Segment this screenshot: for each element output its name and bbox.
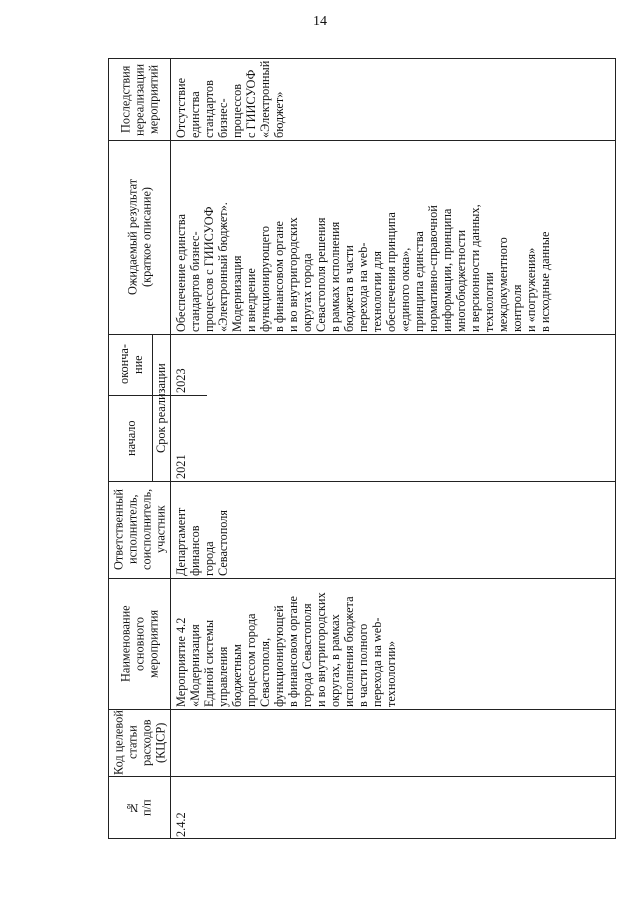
cell-result: Обеспечение единства стандартов бизнес- процессов с ГИИСУОФ «Электронный бюджет». Модернизация и внедрение функционирующего в финансовом органе и во внутригородских округах города Севастополя решения в рамках исполнения бюджета в части перехода на web- технологии для обеспечения принципа «единого окна», принципа единства нормативно-справочной информации, принципа многобюджетности и версионности данных, технологии междокументного контроля и «погружения» в исходные данные (174, 202, 552, 332)
header-executor: Ответственный исполнитель, соисполнитель, участник (111, 488, 168, 571)
divider-h-5 (109, 709, 615, 710)
header-name: Наименование основного мероприятия (118, 605, 161, 682)
header-result: Ожидаемый результат (краткое описание) (125, 178, 154, 296)
divider-v-header (170, 59, 171, 838)
header-kcsr: Код целевой статьи расходов (КЦСР) (111, 710, 168, 775)
divider-h-6 (109, 776, 615, 777)
rotated-table (108, 58, 616, 839)
divider-h-1 (109, 140, 615, 141)
cell-kcsr (174, 712, 194, 774)
divider-h-4 (109, 578, 615, 579)
cell-num: 2.4.2 (174, 812, 188, 837)
cell-consequences: Отсутствие единства стандартов бизнес- процессов с ГИИСУОФ «Электронный бюджет» (174, 60, 286, 138)
cell-executor: Департамент финансов города Севастополя (174, 507, 230, 576)
header-period: Срок реализации (154, 363, 168, 453)
divider-h-3 (109, 481, 615, 482)
cell-name: Мероприятие 4.2 «Модернизация Единой системы управления бюджетным процессом города Севастополя, функционирующей в финансовом органе города Севастополя и во внутригородских округах, в рамках исполнения бюджета в части полного перехода на web- технологии» (174, 592, 398, 707)
header-start: начало (124, 420, 138, 456)
cell-end: 2023 (174, 368, 188, 393)
cell-start: 2021 (174, 454, 188, 479)
header-num: № п/п (125, 799, 154, 816)
divider-h-2 (109, 334, 615, 335)
page-number: 14 (313, 14, 327, 29)
header-consequences: Последствия нереализации мероприятий (118, 63, 161, 136)
header-end: оконча- ние (117, 344, 145, 385)
